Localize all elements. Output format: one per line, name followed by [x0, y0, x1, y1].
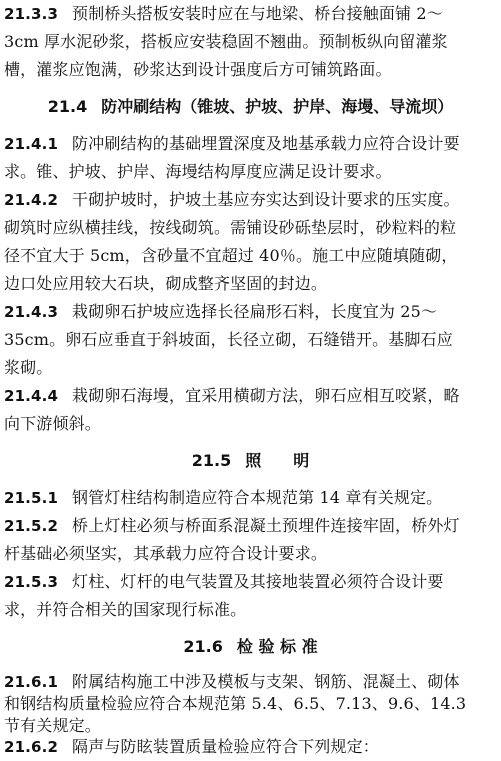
- clause-21-5-3-line-2: 求，并符合相关的国家现行标准。: [4, 600, 247, 619]
- clause-number: 21.4.2: [4, 191, 59, 209]
- clause-21-5-3-line-1: [4, 568, 497, 596]
- section-number: 21.6: [183, 637, 223, 656]
- clause-21-4-3-line-3: 浆砌。: [4, 358, 53, 377]
- clause-21-4-3-line-1: [4, 298, 497, 326]
- clause-text: 桥上灯柱必须与桥面系混凝土预埋件连接牢固，桥外灯: [72, 516, 460, 535]
- clause-text: 栽砌卵石护坡应选择长径扁形石料，长度宜为 25～: [72, 302, 438, 321]
- clause-text: 防冲刷结构的基础埋置深度及地基承载力应符合设计要: [72, 134, 460, 153]
- section-number: 21.4: [47, 97, 88, 116]
- section-title: 防冲刷结构（锥坡、护坡、护岸、海墁、导流坝）: [101, 97, 454, 116]
- clause-text: 钢管灯柱结构制造应符合本规范第 14 章有关规定。: [72, 488, 443, 507]
- clause-21-3-3-line-3: 槽，灌浆应饱满，砂浆达到设计强度后方可铺筑路面。: [4, 60, 392, 79]
- clause-number: 21.5.3: [4, 573, 59, 591]
- clause-text: 附属结构施工中涉及模板与支架、钢筋、混凝土、砌体: [72, 672, 460, 691]
- clause-21-5-2-line-1: [4, 512, 497, 540]
- clause-text: 预制桥头搭板安装时应在与地梁、桥台接触面铺 2～: [72, 4, 443, 23]
- clause-21-3-3-line-1: [4, 0, 497, 28]
- clause-21-4-2-line-1: [4, 186, 497, 214]
- clause-number: 21.4.1: [4, 135, 59, 153]
- clause-number: 21.4.4: [4, 387, 59, 405]
- clause-number: 21.3.3: [4, 5, 59, 23]
- clause-21-5-1-line-1: [4, 484, 497, 512]
- section-heading-21-4: [0, 93, 501, 121]
- clause-number: 21.6.1: [4, 673, 59, 691]
- section-title: 检 验 标 准: [236, 637, 318, 656]
- clause-21-6-1-line-2: 和钢结构质量检验应符合本规范第 5.4、6.5、7.13、9.6、14.3: [4, 694, 467, 713]
- clause-text: 干砌护坡时，护坡土基应夯实达到设计要求的压实度。: [72, 190, 460, 209]
- clause-number: 21.5.1: [4, 489, 59, 507]
- section-heading-21-6: [0, 633, 501, 661]
- clause-21-4-4-line-1: [4, 382, 497, 410]
- clause-21-4-2-line-3: 径不宜大于 5cm，含砂量不宜超过 40％。施工中应随填随砌，: [4, 246, 458, 265]
- clause-text: 灯柱、灯杆的电气装置及其接地装置必须符合设计要: [72, 572, 444, 591]
- clause-number: 21.4.3: [4, 303, 59, 321]
- clause-number: 21.5.2: [4, 517, 59, 535]
- clause-21-4-2-line-4: 边口处应用较大石块，砌成整齐坚固的封边。: [4, 274, 328, 293]
- clause-21-4-1-line-1: [4, 130, 497, 158]
- section-title: 照 明: [245, 451, 310, 470]
- clause-21-4-4-line-2: 向下游倾斜。: [4, 414, 101, 433]
- clause-21-6-1-line-3: 节有关规定。: [4, 716, 101, 735]
- clause-21-6-2-line-1: [4, 733, 497, 761]
- clause-21-4-1-line-2: 求。锥、护坡、护岸、海墁结构厚度应满足设计要求。: [4, 162, 392, 181]
- clause-21-4-2-line-2: 砌筑时应纵横挂线，按线砌筑。需铺设砂砾垫层时，砂粒料的粒: [4, 218, 457, 237]
- section-heading-21-5: [0, 447, 501, 475]
- clause-21-4-3-line-2: 35cm。卵石应垂直于斜坡面，长径立砌，石缝错开。基脚石应: [4, 330, 453, 349]
- clause-number: 21.6.2: [4, 738, 59, 756]
- section-number: 21.5: [191, 451, 232, 470]
- clause-text: 栽砌卵石海墁，宜采用横砌方法，卵石应相互咬紧，略: [72, 386, 460, 405]
- clause-21-5-2-line-2: 杆基础必须坚实，其承载力应符合设计要求。: [4, 544, 328, 563]
- clause-text: 隔声与防眩装置质量检验应符合下列规定：: [72, 737, 379, 756]
- clause-21-3-3-line-2: 3cm 厚水泥砂浆，搭板应安装稳固不翘曲。预制板纵向留灌浆: [4, 32, 448, 51]
